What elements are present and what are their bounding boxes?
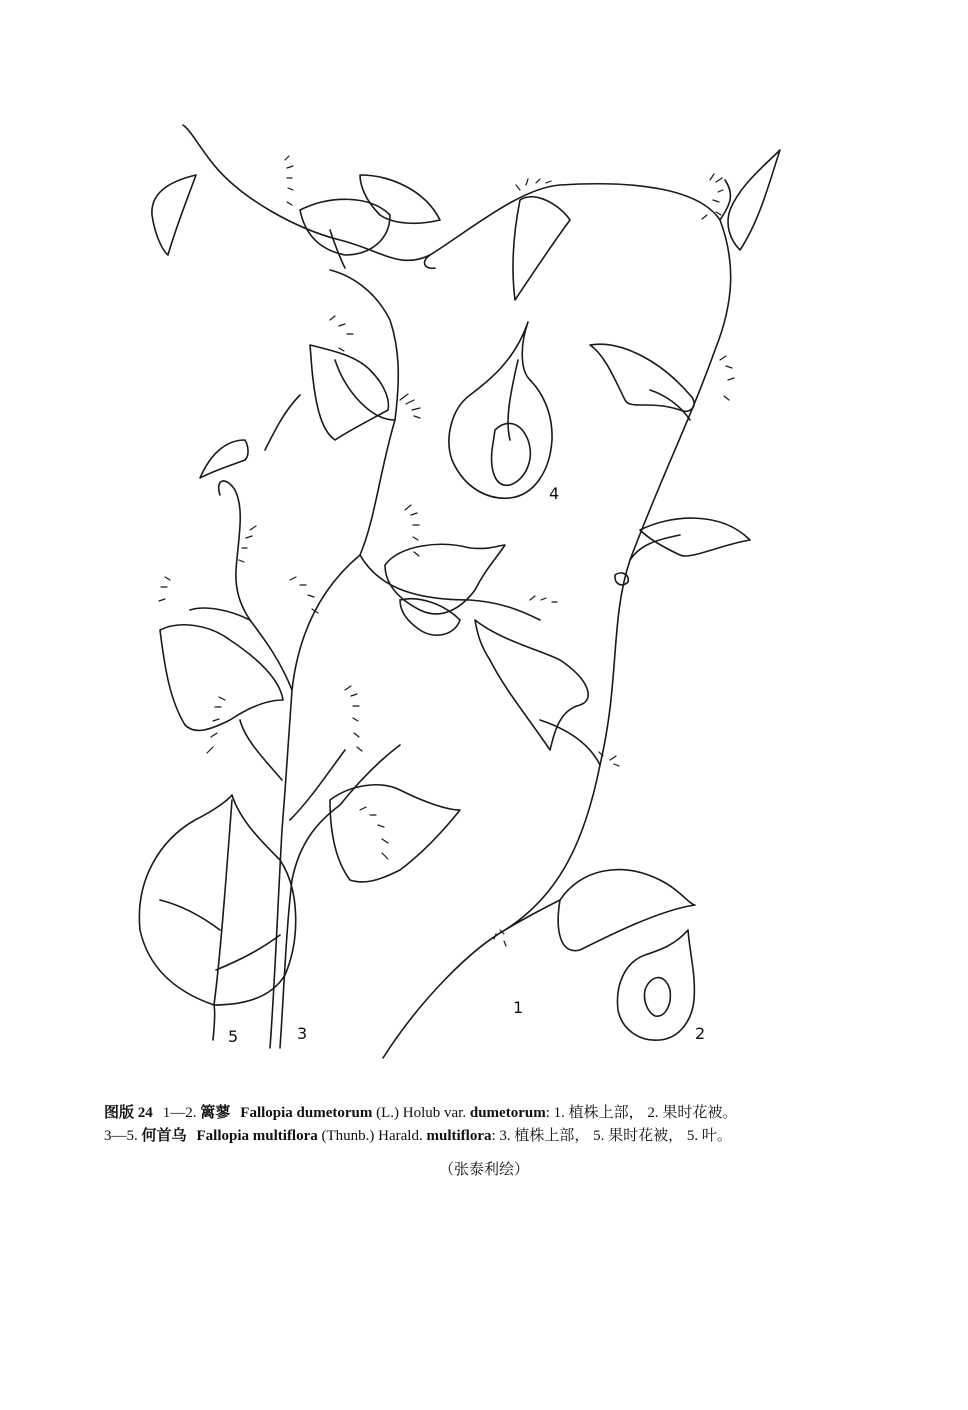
caption-line-1 bbox=[104, 1102, 864, 1125]
variety-1: dumetorum bbox=[469, 1105, 546, 1121]
figure-label-3: 3 bbox=[297, 1024, 308, 1043]
plant-1-leaves bbox=[152, 150, 780, 951]
chinese-name-1: 篱蓼 bbox=[200, 1105, 231, 1121]
plant-3-leaves bbox=[160, 230, 505, 882]
fruiting-perianth-2 bbox=[617, 930, 694, 1040]
fruiting-perianth-4 bbox=[449, 322, 552, 498]
plant-3-panicles bbox=[159, 394, 560, 859]
caption-range-2: 3—5. bbox=[104, 1128, 138, 1144]
species-name-2: Fallopia multiflora bbox=[196, 1128, 318, 1144]
figure-label-1: 1 bbox=[513, 998, 524, 1017]
figure-label-5: 5 bbox=[228, 1027, 239, 1046]
figure-caption bbox=[104, 1102, 864, 1148]
figure-label-4: 4 bbox=[549, 484, 560, 503]
author-2: (Thunb.) Harald. bbox=[321, 1128, 423, 1144]
plate-label: 图版 24 bbox=[104, 1105, 153, 1121]
details-1: : 1. 植株上部， 2. 果时花被。 bbox=[545, 1105, 738, 1121]
illustrator-credit: （张泰利绘） bbox=[438, 1162, 529, 1178]
variety-2: multiflora bbox=[426, 1128, 492, 1144]
caption-line-2 bbox=[104, 1125, 864, 1148]
figure-label-2: 2 bbox=[695, 1024, 706, 1043]
caption-range-1: 1—2. bbox=[162, 1105, 197, 1121]
chinese-name-2: 何首乌 bbox=[141, 1128, 187, 1144]
species-name-1: Fallopia dumetorum bbox=[240, 1105, 373, 1121]
author-1: (L.) Holub var. bbox=[376, 1105, 467, 1121]
plant-1-flower-clusters bbox=[285, 156, 734, 946]
plant-3-vine bbox=[190, 270, 540, 1048]
details-2: : 3. 植株上部， 5. 果时花被， 5. 叶。 bbox=[491, 1128, 732, 1144]
